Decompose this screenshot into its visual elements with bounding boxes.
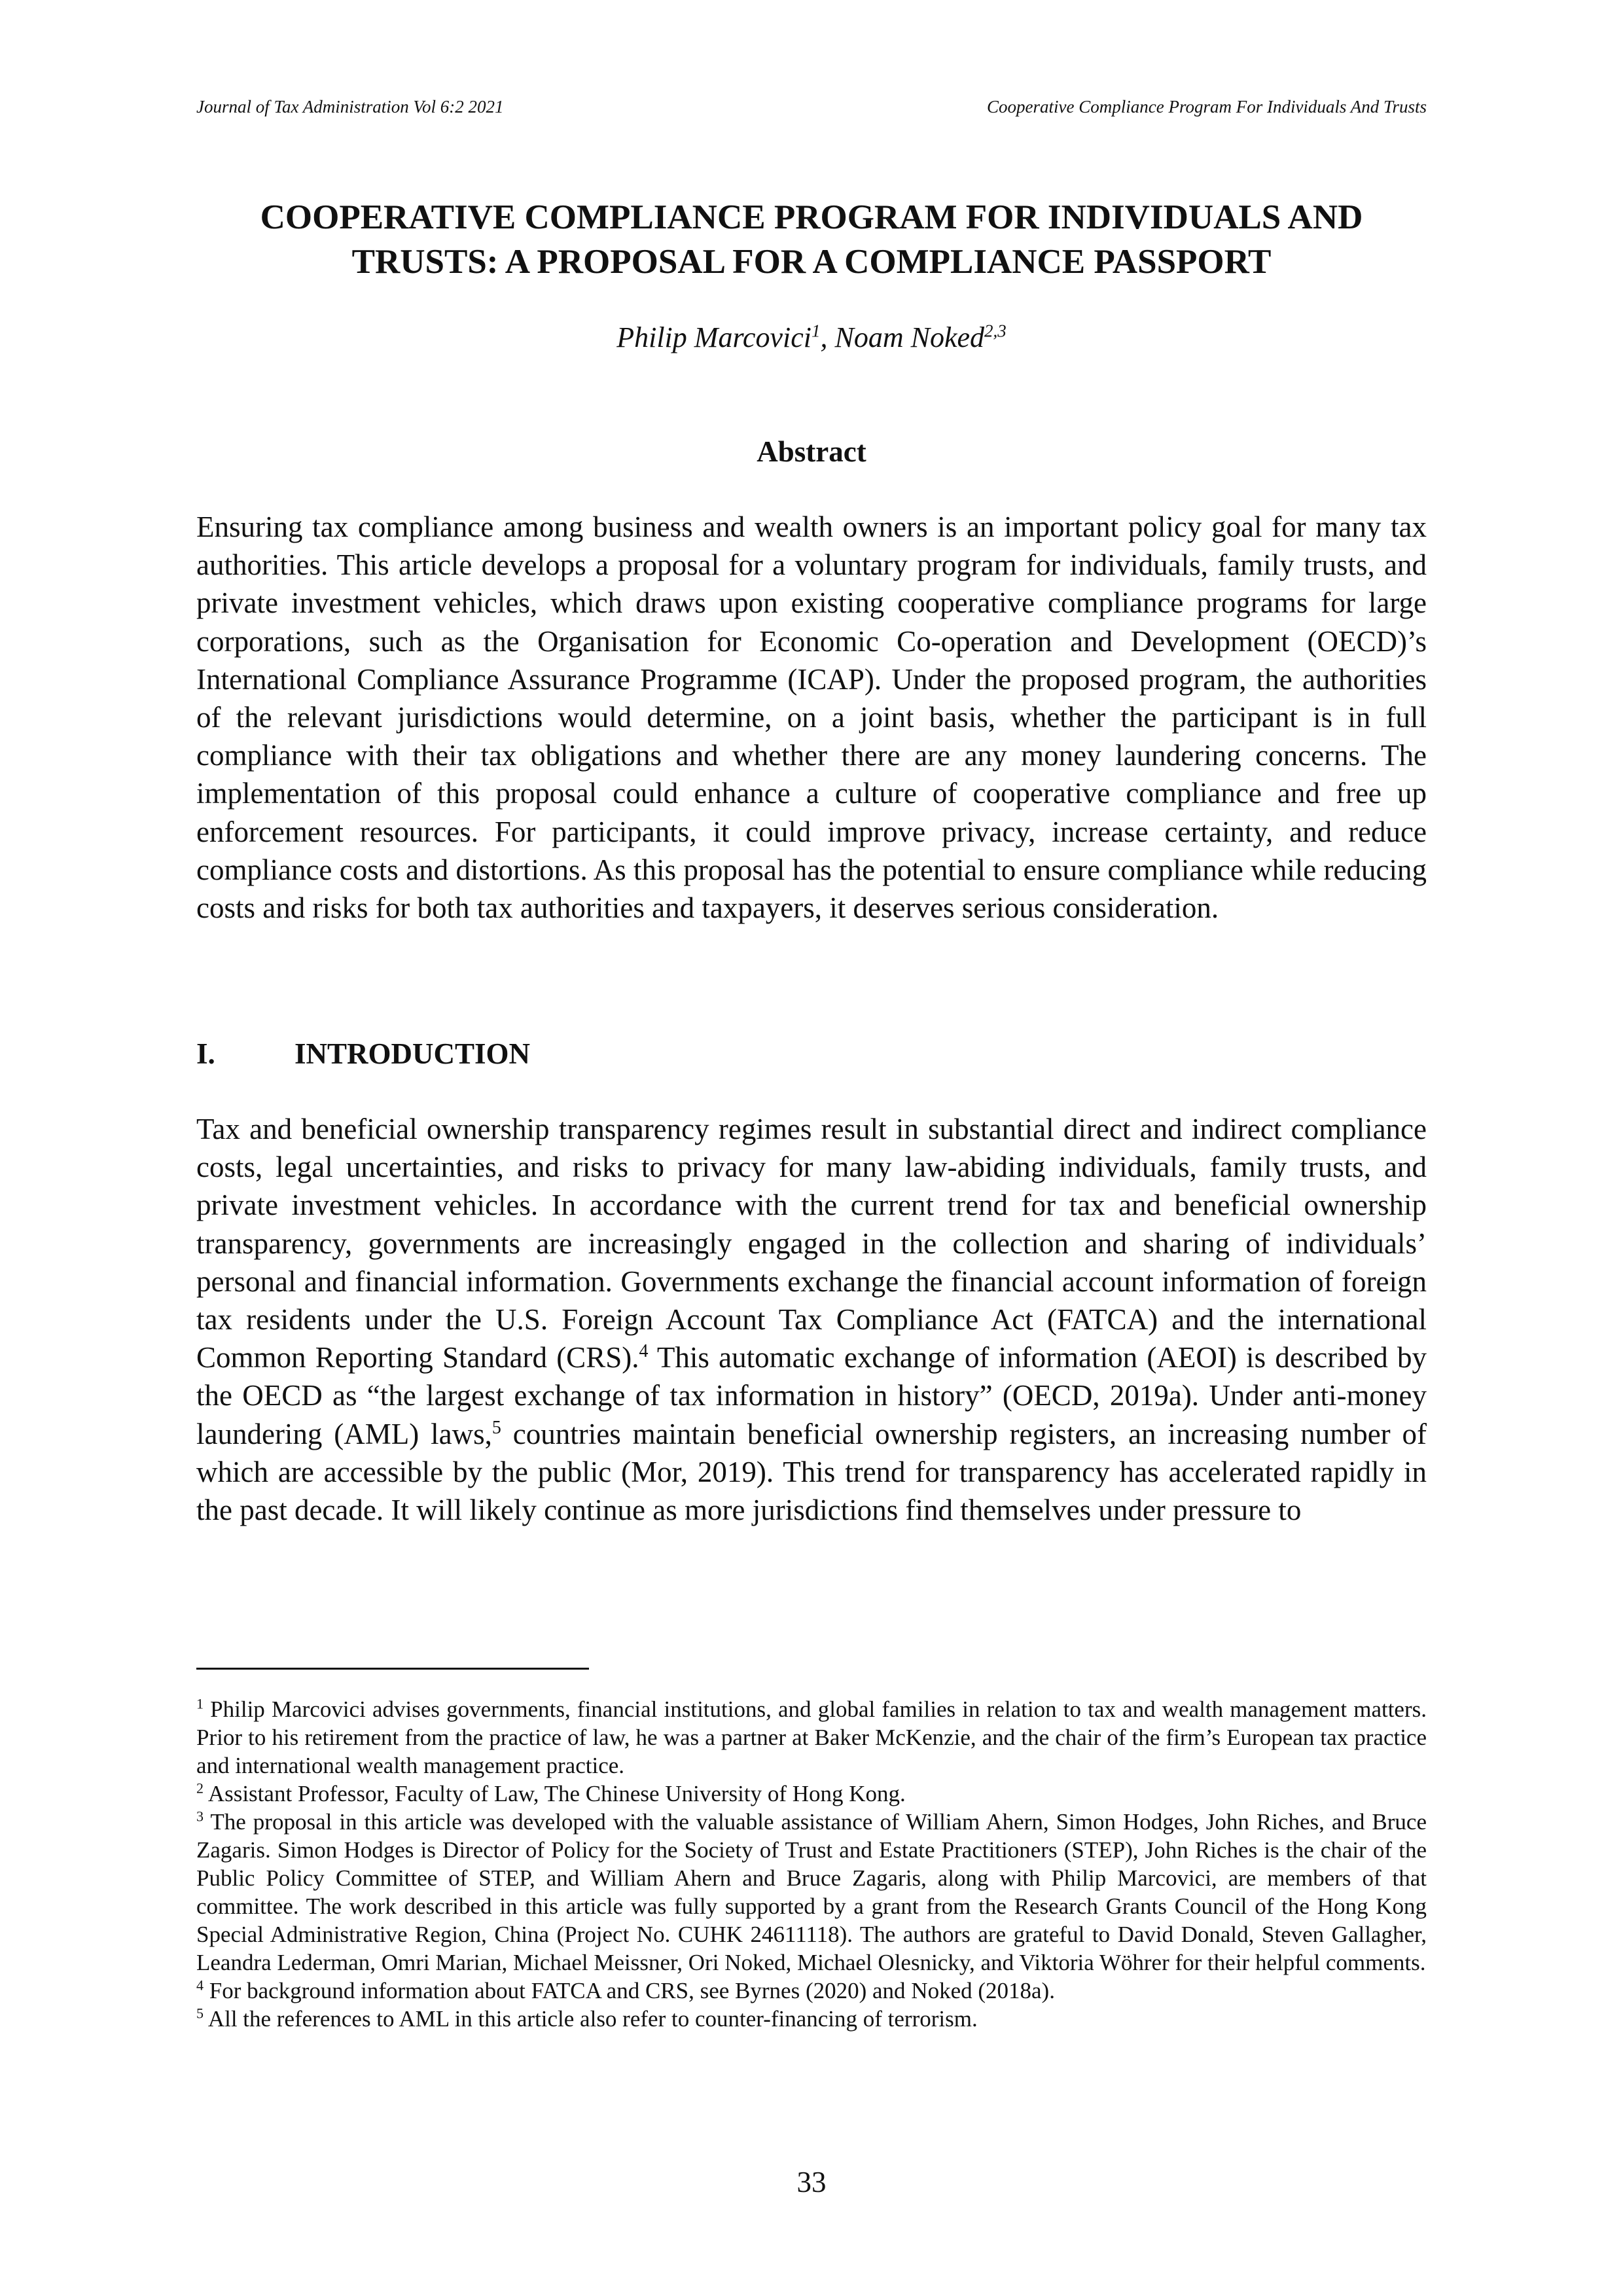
footnote-separator: [196, 1668, 589, 1670]
author-name: Philip Marcovici: [616, 321, 812, 353]
footnote-number: 3: [196, 1808, 204, 1825]
footnote: [196, 1695, 1427, 1780]
footnote-reference: 5: [491, 1417, 501, 1438]
footnote-number: 2: [196, 1780, 204, 1797]
running-header-journal: Journal of Tax Administration Vol 6:2 2021: [196, 97, 504, 117]
footnote-number: 1: [196, 1695, 204, 1712]
footnote-reference: 4: [639, 1341, 649, 1362]
intro-text-part: This automatic exchange of information (AEOI) is described by the OECD as “the largest exchange of tax information in history” (OECD, 2019a). Under anti-money laundering (AML) laws,: [196, 1341, 1427, 1450]
article-title: [196, 195, 1427, 284]
author-list: Philip Marcovici$^1$, Noam Noked$^{2,3}$: [616, 321, 1007, 353]
article-title-line-2: TRUSTS: A PROPOSAL FOR A COMPLIANCE PASSPORT: [351, 243, 1272, 281]
author-affiliation-marker: 2,3: [984, 321, 1007, 341]
abstract-heading: Abstract: [757, 435, 866, 468]
footnote: [196, 2005, 1427, 2033]
section-heading: [196, 1037, 530, 1071]
author-name: Noam Noked: [834, 321, 984, 353]
section-number: I.: [196, 1037, 215, 1070]
footnote-text: Philip Marcovici advises governments, financial institutions, and global families in relation to tax and wealth management matters. Prior to his retirement from the practice of law, he was a partner at Baker McKenzie, and the chair of the firm’s European tax practice and international wealth management practice.: [196, 1696, 1427, 1778]
footnote-text: The proposal in this article was developed with the valuable assistance of William Ahern, Simon Hodges, John Riches, and Bruce Zagaris. Simon Hodges is Director of Policy for the Society of Trust and Estate Practitioners (STEP), John Riches is the chair of the Public Policy Committee of STEP, and William Ahern and Bruce Zagaris, along with Philip Marcovici, are members of that committee. The work described in this article was fully supported by a grant from the Research Grants Council of the Hong Kong Special Administrative Region, China (Project No. CUHK 24611118). The authors are grateful to David Donald, Steven Gallagher, Leandra Lederman, Omri Marian, Michael Meissner, Ori Noked, Michael Olesnicky, and Viktoria Wöhrer for their helpful comments.: [196, 1809, 1427, 1975]
footnote-text: For background information about FATCA and CRS, see Byrnes (2020) and Noked (2018a).: [204, 1978, 1055, 2003]
section-title: INTRODUCTION: [294, 1037, 531, 1070]
introduction-paragraph: [196, 1110, 1427, 1529]
footnote-text: Assistant Professor, Faculty of Law, The Chinese University of Hong Kong.: [204, 1781, 906, 1806]
footnote-text: All the references to AML in this article also refer to counter-financing of terrorism.: [204, 2006, 978, 2032]
abstract-text: Ensuring tax compliance among business and wealth owners is an important policy goal for many tax authorities. This article develops a proposal for a voluntary program for individuals, family trusts, and private investment vehicles, which draws upon existing cooperative compliance programs for large corporations, such as the Organisation for Economic Co-operation and Development (OECD)’s International Compliance Assurance Programme (ICAP). Under the proposed program, the authorities of the relevant jurisdictions would determine, on a joint basis, whether the participant is in full compliance with their tax obligations and whether there are any money laundering concerns. The implementation of this proposal could enhance a culture of cooperative compliance and free up enforcement resources. For participants, it could improve privacy, increase certainty, and reduce compliance costs and distortions. As this proposal has the potential to ensure compliance while reducing costs and risks for both tax authorities and taxpayers, it deserves serious consideration.: [196, 511, 1427, 925]
running-header-article: Cooperative Compliance Program For Individuals And Trusts: [987, 97, 1427, 117]
page-number: 33: [796, 2166, 827, 2198]
intro-text-part: Tax and beneficial ownership transparency regimes result in substantial direct and indirect compliance costs, legal uncertainties, and risks to privacy for many law-abiding individuals, family trusts, and private investment vehicles. In accordance with the current trend for tax and beneficial ownership transparency, governments are increasingly engaged in the collection and sharing of individuals’ personal and financial information. Governments exchange the financial account information of foreign tax residents under the U.S. Foreign Account Tax Compliance Act (FATCA) and the international Common Reporting Standard (CRS).: [196, 1113, 1427, 1374]
intro-text-part: countries maintain beneficial ownership registers, an increasing number of which are accessible by the public (Mor, 2019). This trend for transparency has accelerated rapidly in the past decade. It will likely continue as more jurisdictions find themselves under pressure to: [196, 1417, 1427, 1527]
article-title-line-1: COOPERATIVE COMPLIANCE PROGRAM FOR INDIVIDUALS AND: [260, 198, 1363, 236]
author-affiliation-marker: 1: [811, 321, 821, 341]
footnote: [196, 1977, 1427, 2005]
footnote-number: 5: [196, 2005, 204, 2022]
footnote: [196, 1780, 1427, 1808]
footnote-number: 4: [196, 1977, 204, 1994]
footnote: [196, 1808, 1427, 1977]
footnotes: [196, 1695, 1427, 2033]
running-header: [196, 97, 1427, 123]
